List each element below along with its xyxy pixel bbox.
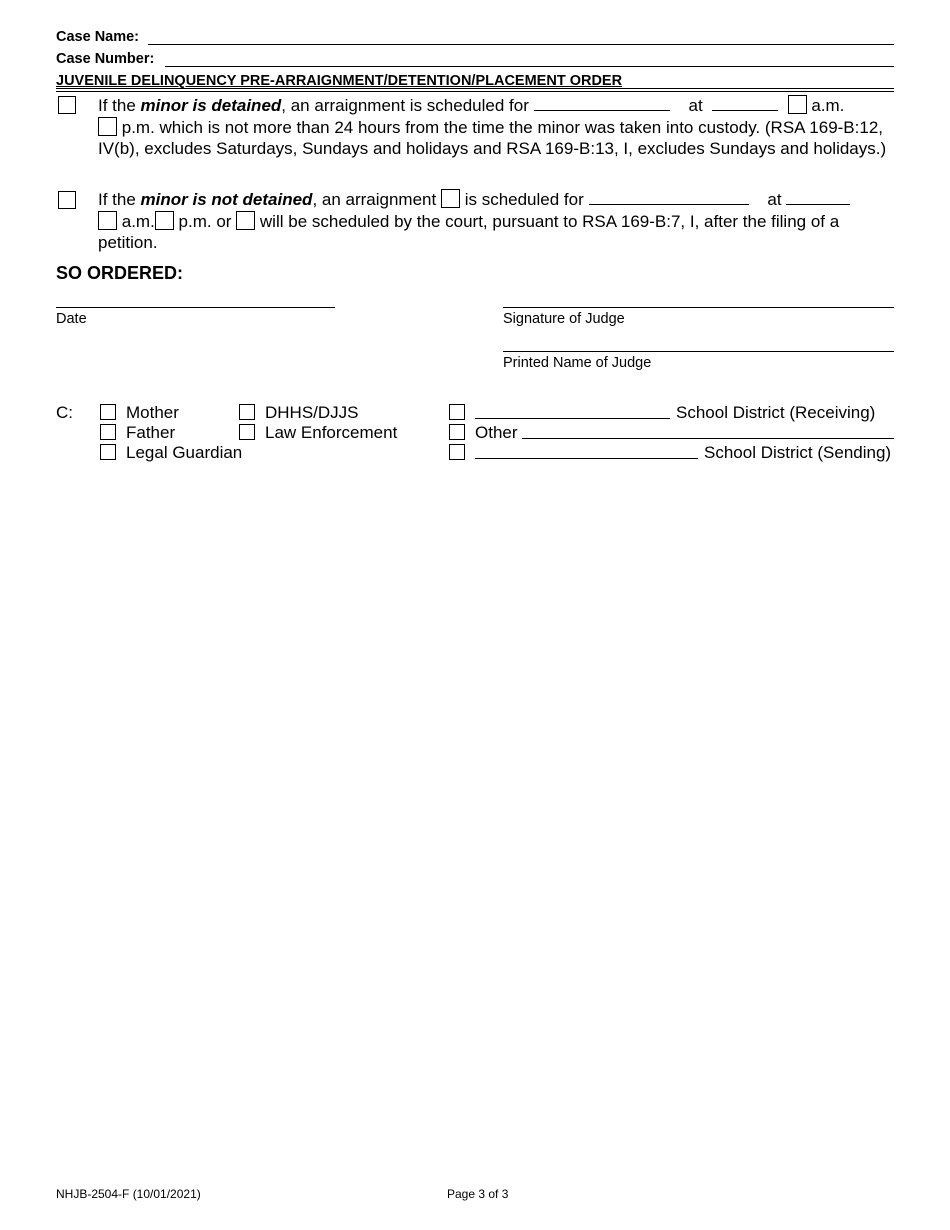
option2-text-a: If the	[98, 190, 141, 209]
option1-pm-checkbox[interactable]	[98, 117, 117, 136]
option1-date-field[interactable]	[534, 96, 670, 111]
judge-signature-label: Signature of Judge	[503, 311, 625, 327]
copy-mother-label: Mother	[126, 403, 179, 422]
option1-pm-text: p.m. which is not more than 24 hours from the time the minor was taken into custody. (RSA 169-B:12, IV(b), excludes Saturdays, Sundays and holidays and RSA 169-B:13, I, excludes Sundays and holidays.)	[98, 117, 887, 158]
option2-will-be-checkbox[interactable]	[236, 211, 255, 230]
option1-at: at	[688, 96, 703, 115]
date-label: Date	[56, 311, 87, 327]
case-name-label: Case Name:	[56, 29, 140, 45]
copy-law-enforcement-checkbox[interactable]	[239, 424, 255, 440]
option2-scheduled-checkbox[interactable]	[441, 189, 460, 208]
case-number-field[interactable]	[165, 66, 894, 67]
copy-mother-checkbox[interactable]	[100, 404, 116, 420]
school-sending-label: School District (Sending)	[704, 443, 892, 462]
option1-emphasis: minor is detained	[140, 96, 282, 115]
so-ordered-heading: SO ORDERED:	[56, 263, 184, 283]
option1-paragraph	[98, 95, 898, 160]
copy-school-receiving-checkbox[interactable]	[449, 404, 465, 420]
case-name-field[interactable]	[148, 44, 894, 45]
school-receiving-label: School District (Receiving)	[676, 403, 876, 422]
option2-pm-checkbox[interactable]	[155, 211, 174, 230]
option1-text-b: , an arraignment is scheduled for	[281, 96, 534, 115]
copy-law-enforcement-label: Law Enforcement	[265, 423, 398, 442]
option2-time-field[interactable]	[786, 190, 850, 205]
form-title: JUVENILE DELINQUENCY PRE-ARRAIGNMENT/DETENTION/PLACEMENT ORDER	[56, 73, 623, 89]
copies-label: C:	[56, 403, 73, 422]
copy-dhhs-djjs-checkbox[interactable]	[239, 404, 255, 420]
copy-legal-guardian-label: Legal Guardian	[126, 443, 243, 462]
judge-signature-field[interactable]	[503, 307, 894, 308]
option2-am-label: a.m.	[121, 211, 155, 231]
option2-pm-or: p.m. or	[178, 211, 232, 231]
copy-legal-guardian-checkbox[interactable]	[100, 444, 116, 460]
judge-printed-name-field[interactable]	[503, 351, 894, 352]
copy-other-field[interactable]	[522, 438, 894, 439]
school-receiving-field[interactable]	[475, 418, 670, 419]
option1-checkbox[interactable]	[58, 96, 76, 114]
option2-date-field[interactable]	[589, 190, 749, 205]
option1-time-field[interactable]	[712, 96, 778, 111]
option2-scheduled-for: is scheduled for	[464, 190, 584, 209]
option2-text-b: , an arraignment	[312, 190, 441, 209]
option2-emphasis: minor is not detained	[140, 190, 313, 209]
page-number: Page 3 of 3	[447, 1187, 509, 1201]
form-id: NHJB-2504-F (10/01/2021)	[56, 1187, 201, 1201]
copy-other-checkbox[interactable]	[449, 424, 465, 440]
school-sending-field[interactable]	[475, 458, 698, 459]
option1-am-checkbox[interactable]	[788, 95, 807, 114]
judge-printed-name-label: Printed Name of Judge	[503, 355, 652, 371]
copy-father-label: Father	[126, 423, 176, 442]
date-field[interactable]	[56, 307, 335, 308]
case-number-label: Case Number:	[56, 51, 155, 67]
copy-other-label: Other	[475, 423, 518, 442]
option2-paragraph	[98, 189, 898, 254]
option1-am-label: a.m.	[811, 96, 845, 115]
option2-checkbox[interactable]	[58, 191, 76, 209]
copy-school-sending-checkbox[interactable]	[449, 444, 465, 460]
option2-am-checkbox[interactable]	[98, 211, 117, 230]
copy-father-checkbox[interactable]	[100, 424, 116, 440]
copy-dhhs-djjs-label: DHHS/DJJS	[265, 403, 359, 422]
option2-will-be-text: will be scheduled by the court, pursuant to RSA 169-B:7, I, after the filing of a petition.	[98, 211, 840, 252]
title-divider	[56, 88, 894, 89]
title-divider-2	[56, 91, 894, 92]
option1-text-a: If the	[98, 96, 141, 115]
option2-at: at	[767, 190, 782, 209]
